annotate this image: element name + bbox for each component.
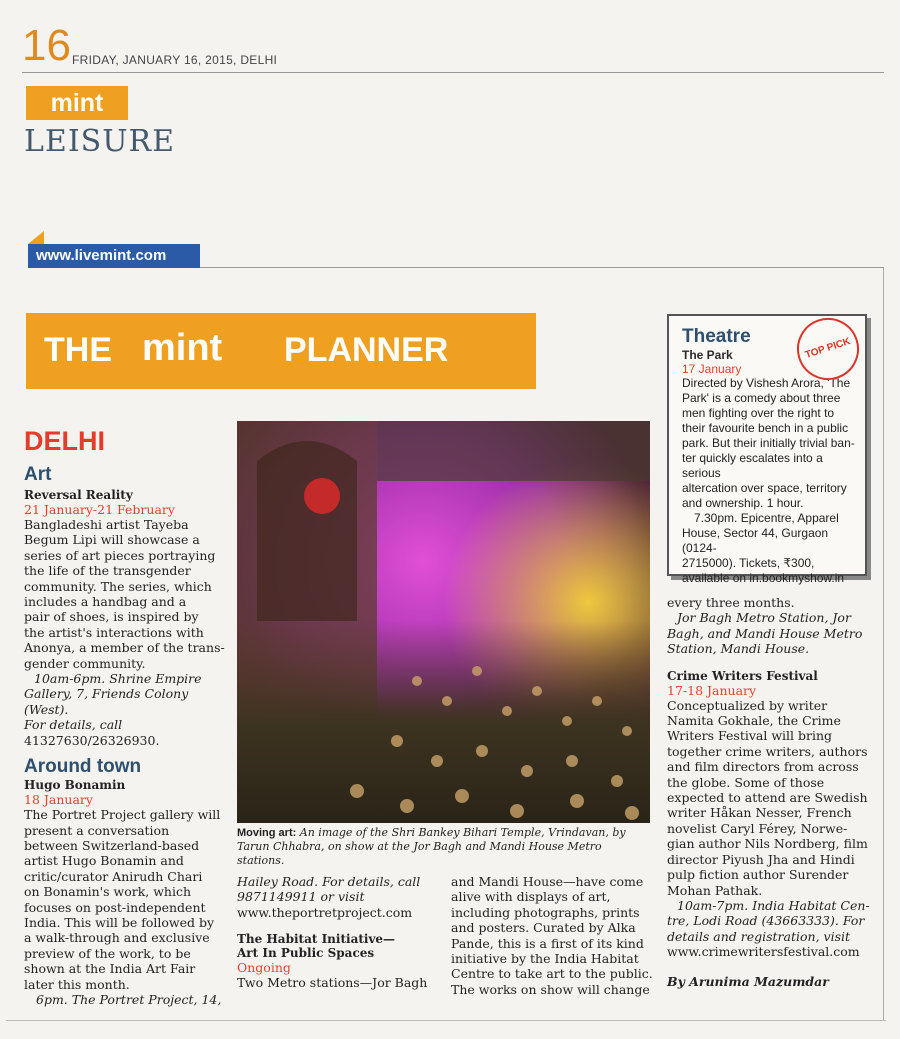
portret-url[interactable]: www.theportretproject.com	[237, 904, 413, 920]
crime-url[interactable]: www.crimewritersfestival.com	[667, 944, 860, 960]
page-number: 16	[22, 21, 71, 70]
portret-continued	[237, 874, 442, 991]
caption-text: An image of the Shri Bankey Bihari Temple, Vrindavan, by Tarun Chhabra, on show at the Jor Bagh and Mandi House Metro stations.	[237, 826, 626, 867]
around-event-date: 18 January	[24, 792, 93, 808]
art-section-heading: Art	[24, 464, 52, 485]
habitat-venue: Jor Bagh Metro Station, Jor Bagh, and Mandi House Metro Station, Mandi House.	[667, 610, 863, 657]
holi-crowd-image	[237, 421, 650, 823]
habitat-continued: every three months.	[667, 595, 795, 610]
theatre-info: 7.30pm. Epicentre, Apparel House, Sector 44, Gurgaon (0124- 2715000). Tickets, ₹300, available on in.bookmyshow.in	[682, 511, 845, 585]
bottom-rule	[6, 1020, 886, 1021]
city-heading: DELHI	[24, 426, 105, 456]
habitat-title-line1: The Habitat Initiative—	[237, 932, 396, 947]
mint-planner-banner	[26, 313, 536, 389]
art-event-description: Bangladeshi artist Tayeba Begum Lipi will showcase a series of art pieces portraying the life of the transgender community. The series, which includes a handbag and a pair of shoes, is inspired by the artist's interactions with Anonya, a member of the trans- gender community.	[24, 517, 225, 671]
caption-label: Moving art:	[237, 827, 297, 839]
banner-the: THE	[44, 331, 112, 369]
crime-event-description: Conceptualized by writer Namita Gokhale, the Crime Writers Festival will bring together crime writers, authors and film directors from across the globe. Some of those expected to attend are Swedish writer Håkan Nesser, French novelist Caryl Férey, Norwe- gian author Nils Nordberg, film director Piyush Jha and Hindi pulp fiction author Surender Mohan Pathak.	[667, 697, 868, 898]
habitat-title-line2: Art In Public Spaces	[237, 946, 375, 961]
habitat-date: Ongoing	[237, 960, 291, 976]
crime-event-date: 17-18 January	[667, 682, 757, 698]
theatre-event-title: The Park	[682, 348, 733, 362]
around-event-info: 6pm. The Portret Project, 14,	[36, 991, 222, 1007]
section-title: LEISURE	[24, 124, 175, 159]
crime-event-info: 10am-7pm. India Habitat Cen- tre, Lodi Road (43663333). For details and registration, visit	[667, 897, 870, 944]
theatre-section-heading: Theatre	[682, 326, 751, 347]
banner-mint: mint	[142, 327, 223, 369]
around-event-title: Hugo Bonamin	[24, 778, 126, 793]
art-event-title: Reversal Reality	[24, 488, 133, 502]
right-column	[667, 595, 872, 989]
website-link[interactable]: www.livemint.com	[28, 244, 200, 268]
crime-event-title: Crime Writers Festival	[667, 668, 818, 683]
habitat-description: and Mandi House—have come alive with displays of art, including photographs, prints and posters. Curated by Alka Pande, this is a first of its kind initiative by the India Habitat Centre to take art to the public. The works on show will change	[451, 874, 653, 997]
photo-caption	[237, 826, 651, 868]
header-rule	[22, 72, 884, 73]
art-event-info: 10am-6pm. Shrine Empire Gallery, 7, Friends Colony (West). For details, call 41327630/26326930.	[24, 671, 202, 748]
habitat-description-start: Two Metro stations—Jor Bagh	[237, 975, 428, 991]
web-tab-corner	[28, 231, 44, 244]
byline: By Arunima Mazumdar	[667, 973, 829, 989]
around-town-heading: Around town	[24, 756, 142, 778]
mint-logo: mint	[26, 86, 128, 120]
page-edge-rule	[883, 268, 884, 1020]
theatre-event-date: 17 January	[682, 362, 742, 376]
top-pick-stamp: TOP PICK	[789, 310, 867, 388]
temple-photo	[237, 421, 650, 823]
banner-planner: PLANNER	[284, 331, 449, 369]
around-event-description: The Portret Project gallery will present a conversation between Switzerland-based artist Hugo Bonamin and critic/curator Anirudh Chari on Bonamin's work, which focuses on post-independent India. This will be followed by a walk-through and exclusive preview of the work, to be shown at the India Art Fair later this month.	[24, 807, 221, 992]
theatre-description: Directed by Vishesh Arora, 'The Park' is a comedy about three men fighting over the right to their favourite bench in a public park. But their initially trivial ban- ter quickly escalates into a serious altercation over space, territory and ownership. 1 hour.	[682, 376, 855, 510]
art-event-date: 21 January-21 February	[24, 502, 175, 517]
divider-rule	[200, 267, 884, 268]
art-listing	[24, 464, 229, 1007]
dateline: FRIDAY, JANUARY 16, 2015, DELHI	[72, 53, 278, 67]
portret-info: Hailey Road. For details, call 9871149911 or visit	[237, 874, 421, 905]
